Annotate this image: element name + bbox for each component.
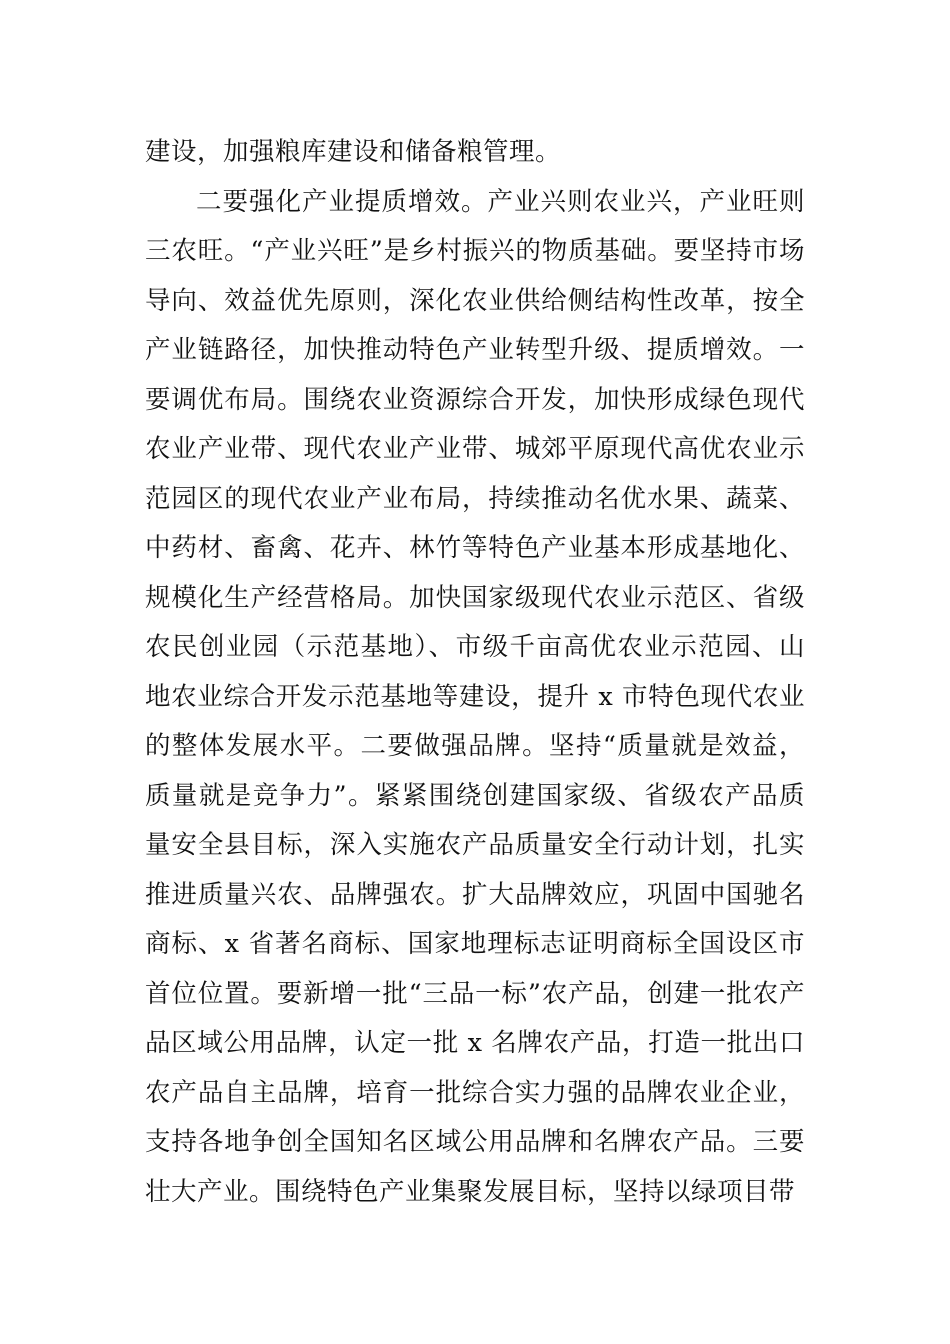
paragraph-industry-upgrade: 二要强化产业提质增效。产业兴则农业兴，产业旺则三农旺。“产业兴旺”是乡村振兴的物质基础。要坚持市场导向、效益优先原则，深化农业供给侧结构性改革，按全产业链路径，加快推动特色产业转型升级、提质增效。一要调优布局。围绕农业资源综合开发，加快形成绿色现代农业产业带、现代农业产业带、城郊平原现代高优农业示范园区的现代农业产业布局，持续推动名优水果、蔬菜、中药材、畜禽、花卉、林竹等特色产业基本形成基地化、规模化生产经营格局。加快国家级现代农业示范区、省级农民创业园（示范基地）、市级千亩高优农业示范园、山地农业综合开发示范基地等建设，提升 x 市特色现代农业的整体发展水平。二要做强品牌。坚持“质量就是效益，质量就是竞争力”。紧紧围绕创建国家级、省级农产品质量安全县目标，深入实施农产品质量安全行动计划，扎实推进质量兴农、品牌强农。扩大品牌效应，巩固中国驰名商标、x 省著名商标、国家地理标志证明商标全国设区市首位位置。要新增一批“三品一标”农产品，创建一批农产品区域公用品牌，认定一批 x 名牌农产品，打造一批出口农产品自主品牌，培育一批综合实力强的品牌农业企业，支持各地争创全国知名区域公用品牌和名牌农产品。三要壮大产业。围绕特色产业集聚发展目标，坚持以绿项目带 <box>145 186 805 1207</box>
paragraph-continuation: 建设，加强粮库建设和储备粮管理。 <box>145 137 562 167</box>
document-body <box>145 128 805 1217</box>
